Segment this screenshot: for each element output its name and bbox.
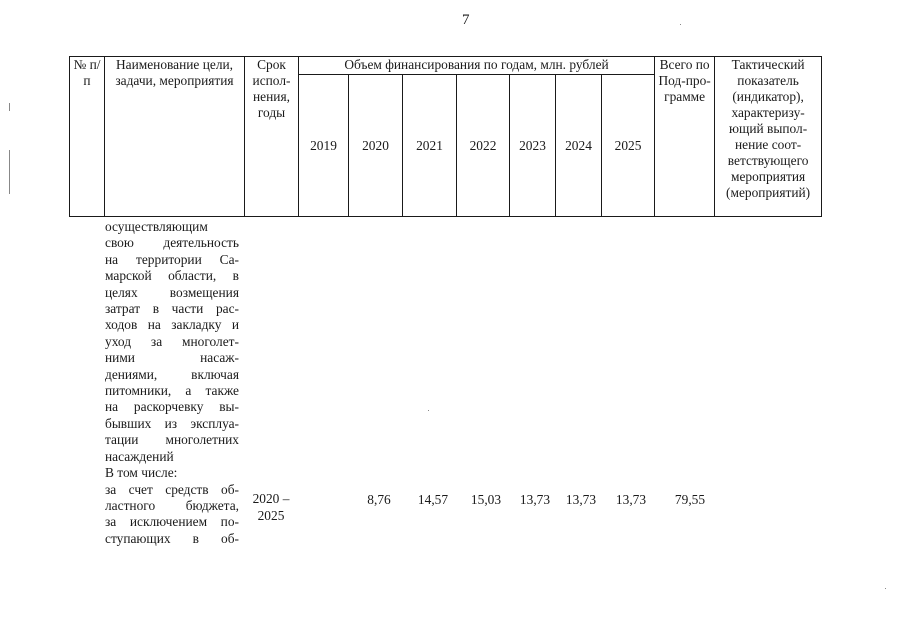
description-line: марской области, в xyxy=(105,268,239,284)
description-line: дениями, включая xyxy=(105,366,239,382)
scan-speck xyxy=(885,588,886,589)
description-line: целях возмещения xyxy=(105,284,239,300)
sub-description-line: ступающих в об- xyxy=(105,530,239,546)
header-year: 2025 xyxy=(602,75,655,217)
scan-speck xyxy=(9,103,10,111)
header-indicator: Тактический показатель (индикатор), характеризу-ющий выпол-нение соот-ветствующего мероприятия (мероприятий) xyxy=(715,57,822,217)
sub-description-line: ластного бюджета, xyxy=(105,497,239,513)
measure-description xyxy=(105,219,239,547)
scan-speck xyxy=(9,150,10,194)
description-line: на территории Са- xyxy=(105,251,239,267)
header-total: Всего по Под-про-грамме xyxy=(655,57,715,217)
description-line: тации многолетних xyxy=(105,432,239,448)
sub-description-line: за счет средств об- xyxy=(105,481,239,497)
sub-description-line: за исключением по- xyxy=(105,514,239,530)
description-line: уход за многолет- xyxy=(105,333,239,349)
including-label: В том числе: xyxy=(105,465,178,481)
value-total: 79,55 xyxy=(674,492,706,507)
scan-speck xyxy=(680,24,681,25)
value-2021: 14,57 xyxy=(417,492,449,507)
header-year: 2022 xyxy=(457,75,510,217)
description-line: ходов на закладку и xyxy=(105,317,239,333)
value-2023: 13,73 xyxy=(519,492,551,507)
description-line: осуществляющим xyxy=(105,219,208,234)
description-line: насаждений xyxy=(105,448,174,464)
description-line: бывших из эксплуа- xyxy=(105,415,239,431)
description-line: свою деятельность xyxy=(105,235,239,251)
header-funding: Объем финансирования по годам, млн. рублей xyxy=(299,57,655,75)
description-line: питомники, а также xyxy=(105,383,239,399)
execution-term: 2020 – 2025 xyxy=(252,491,290,523)
value-2025: 13,73 xyxy=(615,492,647,507)
header-name: Наименование цели, задачи, мероприятия xyxy=(105,57,245,217)
value-2024: 13,73 xyxy=(565,492,597,507)
description-line: затрат в части рас- xyxy=(105,301,239,317)
header-number: № п/п xyxy=(70,57,105,217)
description-line: на раскорчевку вы- xyxy=(105,399,239,415)
header-year: 2023 xyxy=(510,75,556,217)
header-year: 2020 xyxy=(349,75,403,217)
scan-speck xyxy=(428,410,429,411)
funding-table xyxy=(69,56,822,217)
header-year: 2019 xyxy=(299,75,349,217)
description-line: ними насаж- xyxy=(105,350,239,366)
header-year: 2024 xyxy=(556,75,602,217)
value-2020: 8,76 xyxy=(367,492,391,507)
header-term: Срок испол-нения, годы xyxy=(245,57,299,217)
page-number: 7 xyxy=(462,12,470,28)
header-year: 2021 xyxy=(403,75,457,217)
value-2022: 15,03 xyxy=(470,492,502,507)
